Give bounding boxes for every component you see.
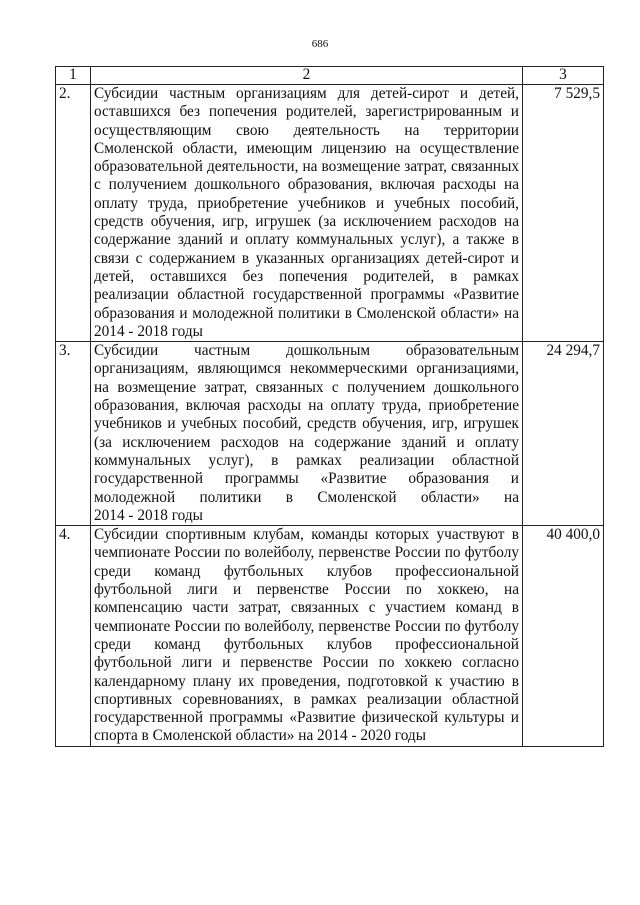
row-description-last-line: 2014 - 2018 годы bbox=[94, 322, 203, 340]
row-description bbox=[91, 85, 523, 342]
row-description-text: Субсидии частным дошкольным образовательным организациям, являющимся некоммерческими организациями, на возмещение затрат, связанных с получением дошкольного образования, включая расходы на оплату труда, приобретение учебников и учебных пособий, средств обучения, игр, игрушек (за исключением расходов на содержание зданий и оплату коммунальных услуг), в рамках реализации областной государственной программы «Развитие образования и молодежной политики в Смоленской области» на bbox=[94, 342, 519, 506]
table-row bbox=[56, 85, 604, 342]
column-header-amount: 3 bbox=[523, 67, 604, 85]
row-number: 4. bbox=[56, 526, 91, 747]
row-description-last-line: 2014 - 2018 годы bbox=[94, 506, 203, 524]
row-description-last-line: спорта в Смоленской области» на 2014 - 2020 годы bbox=[94, 727, 426, 745]
row-amount: 7 529,5 bbox=[523, 85, 604, 342]
row-description-text: Субсидии частным организациям для детей-сирот и детей, оставшихся без попечения родителей, зарегистрированным и осуществляющим свою деятельность на территории Смоленской области, имеющим лицензию на осуществление образовательной деятельности, на возмещение затрат, связанных с получением дошкольного образования, включая расходы на оплату труда, приобретение учебников и учебных пособий, средств обучения, игр, игрушек (за исключением расходов на содержание зданий и оплату коммунальных услуг), а также в связи с содержанием в указанных организациях детей-сирот и детей, оставшихся без попечения родителей, в рамках реализации областной государственной программы «Развитие образования и молодежной политики в Смоленской области» на bbox=[94, 85, 519, 322]
budget-table bbox=[55, 66, 604, 747]
row-number: 3. bbox=[56, 342, 91, 526]
row-description-text: Субсидии спортивным клубам, команды которых участвуют в чемпионате России по волейболу, первенстве России по футболу среди команд футбольных клубов профессиональной футбольной лиги и первенстве России по хоккею, на компенсацию части затрат, связанных с участием команд в чемпионате России по волейболу, первенстве России по футболу среди команд футбольных клубов профессиональной футбольной лиги и первенстве России по хоккею согласно календарному плану их проведения, подготовкой к участию в спортивных соревнованиях, в рамках реализации областной государственной программы «Развитие физической культуры и bbox=[94, 526, 519, 727]
table-row bbox=[56, 526, 604, 747]
page-number: 686 bbox=[311, 38, 329, 50]
table-header-row bbox=[56, 67, 604, 85]
table-row bbox=[56, 342, 604, 526]
column-header-number: 1 bbox=[56, 67, 91, 85]
row-amount: 40 400,0 bbox=[523, 526, 604, 747]
column-header-description: 2 bbox=[91, 67, 523, 85]
row-description bbox=[91, 342, 523, 526]
row-amount: 24 294,7 bbox=[523, 342, 604, 526]
row-number: 2. bbox=[56, 85, 91, 342]
row-description bbox=[91, 526, 523, 747]
